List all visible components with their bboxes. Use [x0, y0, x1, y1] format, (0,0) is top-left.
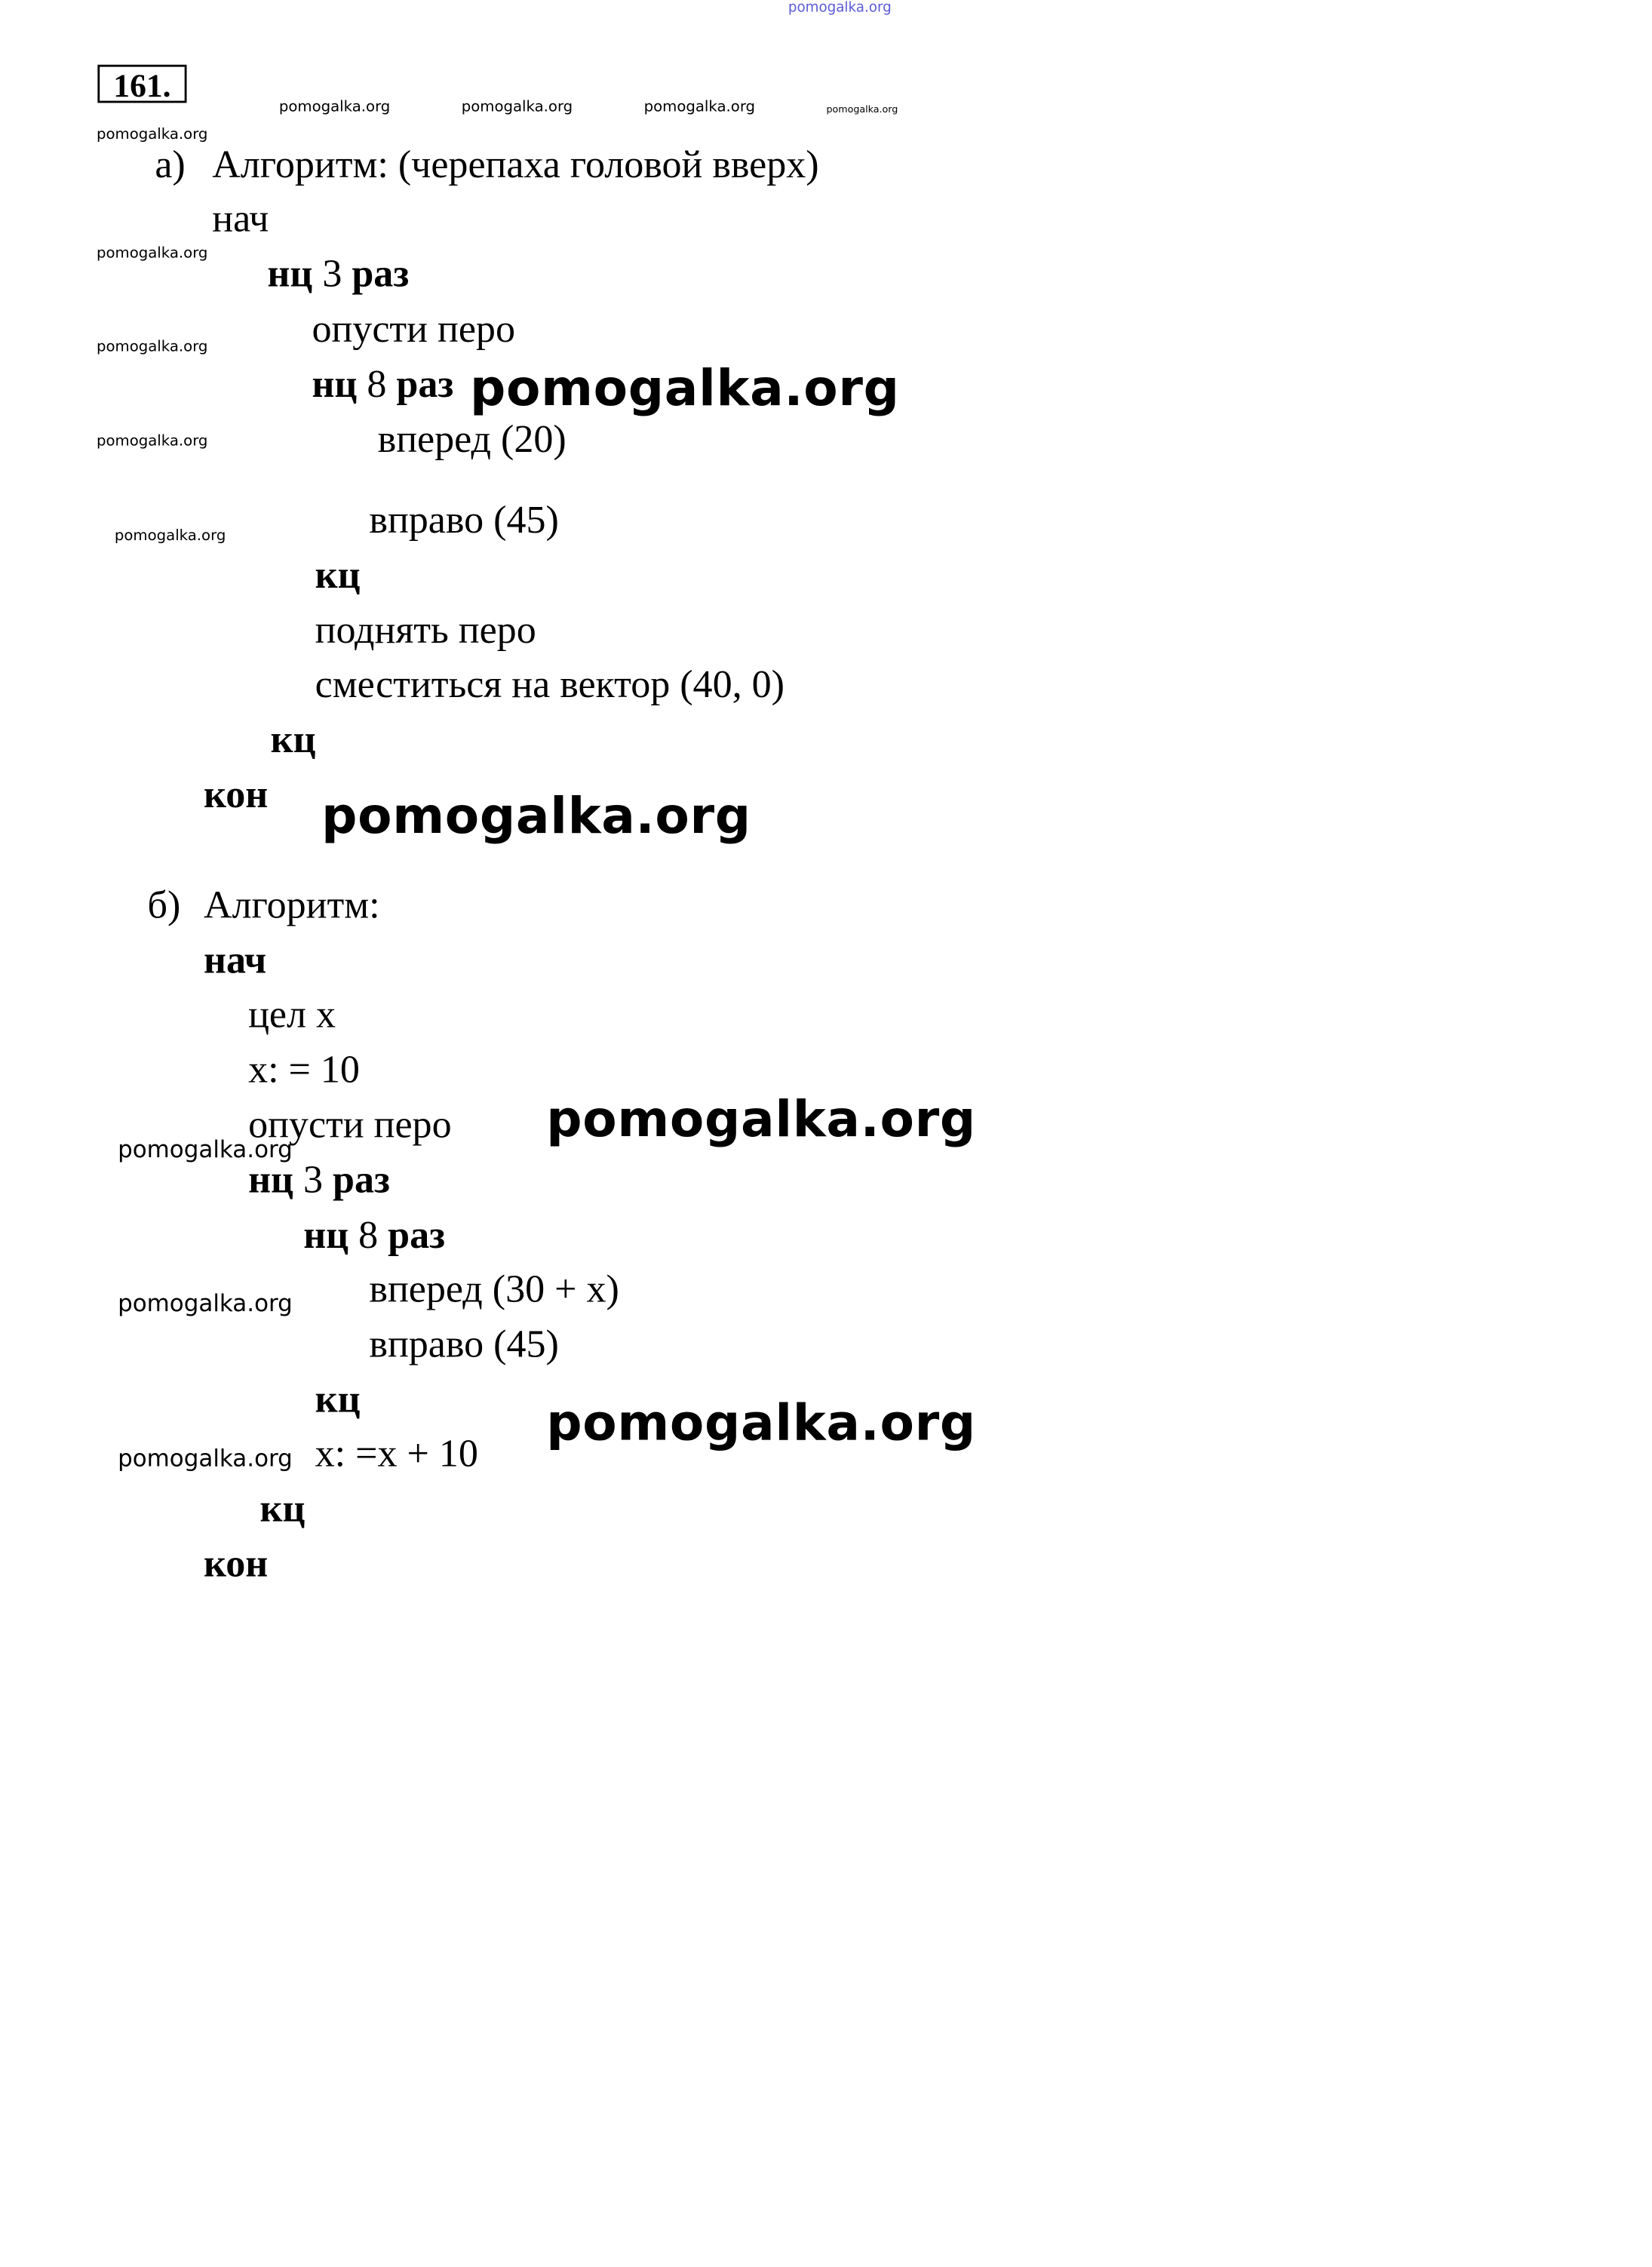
- code-line: сместиться на вектор (40, 0): [315, 662, 785, 707]
- loop-keyword: раз: [388, 1213, 446, 1258]
- loop-count: 8: [367, 362, 387, 407]
- watermark: pomogalka.org: [278, 98, 391, 116]
- code-line: [248, 1158, 390, 1203]
- loop-keyword: раз: [396, 362, 454, 407]
- loop-keyword: нц: [248, 1158, 294, 1203]
- code-line: нач: [212, 197, 269, 241]
- code-line: опусти перо: [248, 1103, 452, 1147]
- watermark: pomogalka.org: [643, 98, 756, 116]
- code-line: x: =x + 10: [315, 1432, 478, 1476]
- watermark: pomogalka.org: [96, 126, 208, 143]
- watermark: pomogalka.org: [118, 1137, 293, 1164]
- code-line: вправо (45): [369, 498, 559, 542]
- code-line: x: = 10: [248, 1048, 360, 1092]
- loop-keyword: нц: [303, 1213, 349, 1258]
- code-line: цел x: [248, 993, 336, 1037]
- code-line: [303, 1213, 446, 1258]
- task-number: 161.: [97, 65, 186, 103]
- code-line: кц: [315, 554, 361, 597]
- code-line: вперед (20): [377, 418, 567, 462]
- watermark-large: pomogalka.org: [469, 359, 900, 419]
- code-line: кон: [204, 773, 269, 817]
- watermark-top: pomogalka.org: [788, 0, 892, 17]
- loop-count: 8: [358, 1213, 379, 1258]
- watermark-large: pomogalka.org: [321, 787, 751, 846]
- code-line: кон: [204, 1542, 269, 1587]
- loop-count: 3: [303, 1158, 324, 1203]
- part-b-heading: Алгоритм:: [204, 883, 380, 928]
- part-a-label: а): [155, 143, 186, 187]
- code-line: кц: [259, 1487, 306, 1531]
- code-line: вправо (45): [369, 1322, 559, 1367]
- watermark: pomogalka.org: [118, 1291, 293, 1318]
- watermark: pomogalka.org: [96, 244, 208, 263]
- code-line: кц: [270, 718, 316, 762]
- loop-count: 3: [322, 252, 342, 296]
- code-line: [267, 252, 410, 296]
- loop-keyword: нц: [312, 362, 358, 407]
- loop-keyword: раз: [333, 1158, 390, 1203]
- code-line: нач: [204, 938, 267, 983]
- watermark-large: pomogalka.org: [546, 1393, 976, 1453]
- watermark: pomogalka.org: [826, 105, 898, 116]
- code-line: опусти перо: [312, 307, 515, 352]
- part-b-label: б): [147, 883, 181, 928]
- watermark: pomogalka.org: [118, 1445, 293, 1473]
- watermark: pomogalka.org: [96, 338, 208, 356]
- watermark: pomogalka.org: [114, 527, 226, 545]
- watermark: pomogalka.org: [96, 432, 208, 450]
- code-line: вперед (30 + x): [369, 1267, 619, 1312]
- part-a-heading: Алгоритм: (черепаха головой вверх): [212, 143, 819, 187]
- watermark-large: pomogalka.org: [546, 1090, 976, 1149]
- loop-keyword: нц: [267, 252, 313, 296]
- code-line: кц: [315, 1378, 361, 1422]
- loop-keyword: раз: [352, 252, 410, 296]
- code-line: [312, 362, 454, 407]
- code-line: поднять перо: [315, 609, 536, 653]
- watermark: pomogalka.org: [461, 98, 573, 116]
